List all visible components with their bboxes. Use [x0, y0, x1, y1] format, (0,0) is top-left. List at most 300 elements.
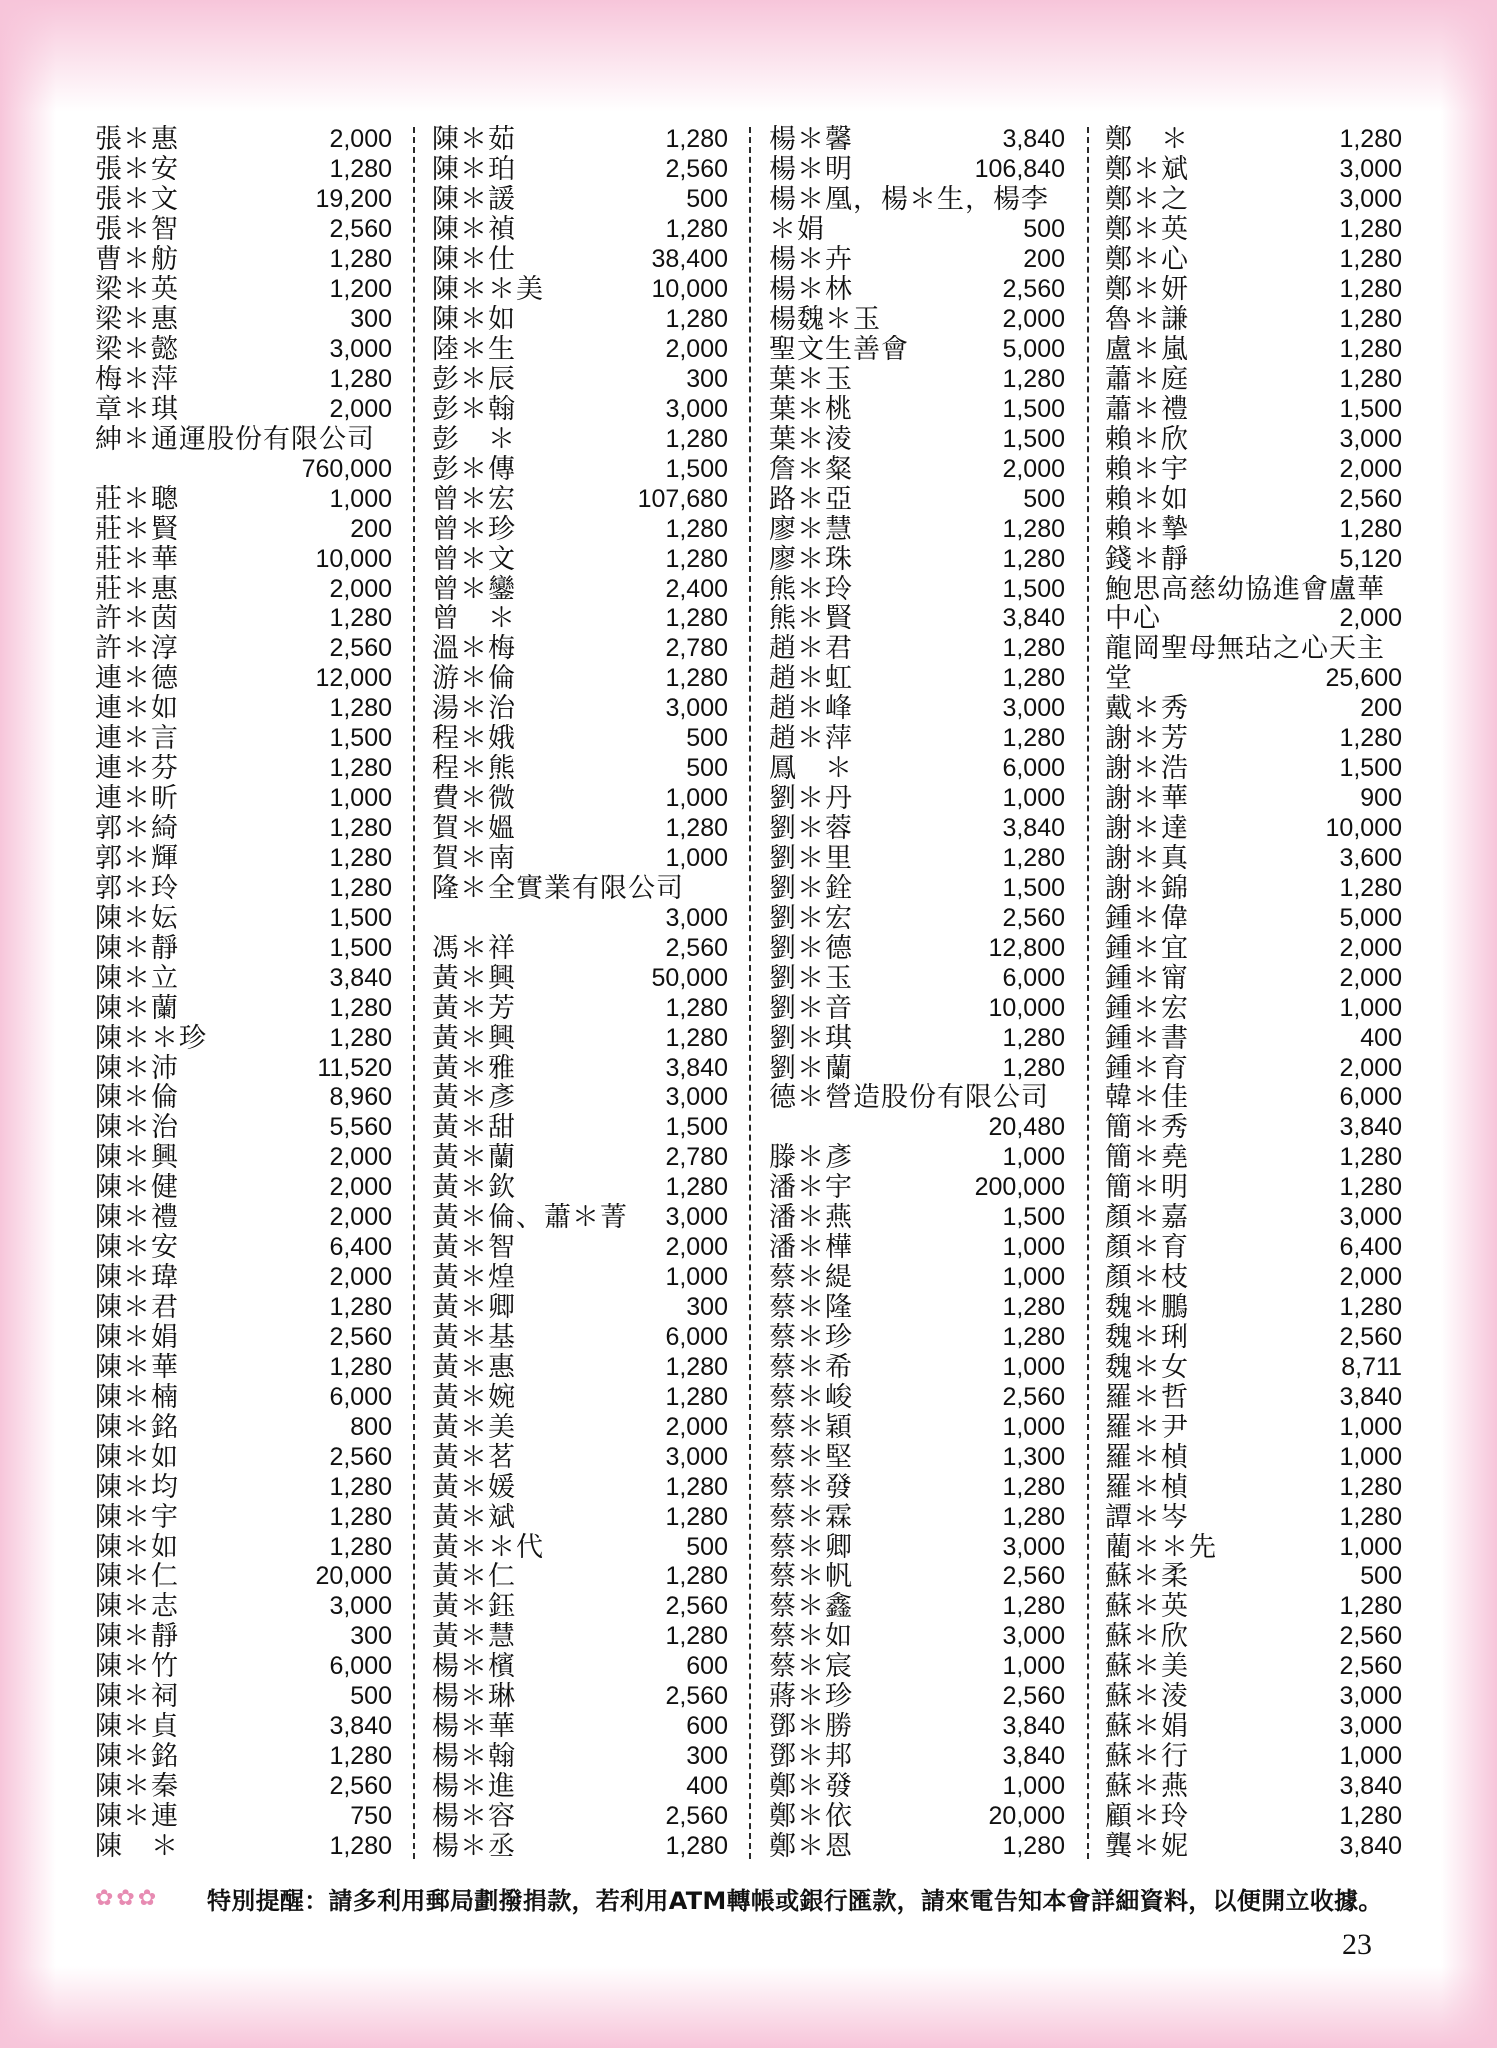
donor-amount: 500 [686, 754, 728, 783]
donor-row [769, 993, 1065, 1023]
donor-name: 蘇＊美 [1105, 1651, 1189, 1682]
donor-name: 廖＊珠 [769, 544, 853, 575]
donor-row [769, 424, 1065, 454]
donor-row [432, 873, 728, 903]
donor-row [95, 873, 392, 903]
donor-name: 鮑思高慈幼協進會盧華 [1105, 574, 1385, 604]
donor-name: 謝＊錦 [1105, 873, 1189, 904]
donor-name: 蘇＊淩 [1105, 1681, 1189, 1712]
donor-name: 陳＊祠 [95, 1681, 179, 1712]
donor-name: 黃＊基 [432, 1322, 516, 1353]
donor-amount: 300 [686, 364, 728, 393]
donor-row [1105, 1083, 1402, 1113]
donor-amount: 2,560 [665, 155, 728, 184]
donor-name: 黃＊茗 [432, 1442, 516, 1473]
donor-row [769, 574, 1065, 604]
donor-amount: 1,280 [665, 814, 728, 843]
donor-amount: 2,400 [665, 574, 728, 603]
donor-amount: 1,000 [1339, 1412, 1402, 1441]
donor-amount: 1,500 [1002, 394, 1065, 423]
donor-amount: 1,500 [1002, 873, 1065, 902]
donor-row [95, 993, 392, 1023]
donor-row [1105, 484, 1402, 514]
donor-row [769, 1143, 1065, 1173]
donor-row [1105, 1323, 1402, 1353]
donor-name: 陳＊竹 [95, 1651, 179, 1682]
donor-row [1105, 305, 1402, 335]
donor-row [95, 933, 392, 963]
donor-row [1105, 275, 1402, 305]
donor-amount: 3,000 [1339, 185, 1402, 214]
donor-amount: 1,280 [665, 215, 728, 244]
donor-amount: 5,000 [1339, 903, 1402, 932]
donor-row [432, 245, 728, 275]
donor-row [95, 754, 392, 784]
donor-row [1105, 1652, 1402, 1682]
donor-row [432, 574, 728, 604]
donor-name: 陳＊倫 [95, 1083, 179, 1113]
donor-name: 陳＊＊美 [432, 274, 544, 305]
donor-name: 連＊言 [95, 723, 179, 754]
donor-amount: 1,280 [1002, 544, 1065, 573]
donor-name: 楊魏＊玉 [769, 304, 881, 335]
donor-amount: 1,280 [665, 1352, 728, 1381]
donor-amount: 300 [350, 1622, 392, 1651]
column-divider [749, 127, 751, 1859]
donor-amount: 2,000 [1002, 305, 1065, 334]
donor-name: 賴＊摯 [1105, 514, 1189, 545]
donor-amount: 500 [1023, 215, 1065, 244]
donor-name: 郭＊綺 [95, 813, 179, 844]
donor-row [95, 1113, 392, 1143]
donor-name: 顏＊枝 [1105, 1262, 1189, 1293]
donor-amount: 1,280 [1339, 1293, 1402, 1322]
donor-row [432, 454, 728, 484]
donor-amount: 1,280 [665, 544, 728, 573]
donor-row [769, 1442, 1065, 1472]
donor-name: 蔡＊珍 [769, 1322, 853, 1353]
donor-name: 陳＊娟 [95, 1322, 179, 1353]
donor-row [1105, 574, 1402, 604]
donor-row [1105, 1682, 1402, 1712]
donor-row [1105, 1772, 1402, 1802]
donor-name: 陳 ＊ [95, 1831, 179, 1862]
donor-amount: 1,280 [1339, 1801, 1402, 1830]
donor-name: 趙＊峰 [769, 693, 853, 724]
donor-name: 湯＊治 [432, 693, 516, 724]
donor-amount: 1,280 [329, 843, 392, 872]
donor-amount: 2,560 [1002, 275, 1065, 304]
donor-row [432, 1233, 728, 1263]
donor-name: 蔡＊霖 [769, 1502, 853, 1533]
donor-name: 楊＊翰 [432, 1741, 516, 1772]
donor-amount: 200 [1360, 694, 1402, 723]
donor-row [95, 454, 392, 484]
donor-row [769, 1113, 1065, 1143]
donor-name: 劉＊丹 [769, 783, 853, 814]
donor-amount: 1,000 [1002, 1233, 1065, 1262]
donor-name: 陳＊立 [95, 963, 179, 994]
donor-row [1105, 844, 1402, 874]
donor-row [1105, 1831, 1402, 1861]
donor-row [769, 844, 1065, 874]
donor-row [432, 1173, 728, 1203]
donor-name: 陳＊志 [95, 1591, 179, 1622]
donor-amount: 1,280 [1339, 305, 1402, 334]
donor-row [95, 484, 392, 514]
donor-row [95, 963, 392, 993]
donor-amount: 1,280 [329, 993, 392, 1022]
donor-name: 鍾＊書 [1105, 1023, 1189, 1054]
donor-row [432, 1502, 728, 1532]
donor-name: 魏＊琍 [1105, 1322, 1189, 1353]
donor-name: 莊＊聰 [95, 484, 179, 515]
donor-amount: 1,280 [1002, 1322, 1065, 1351]
donor-name: 謝＊芳 [1105, 723, 1189, 754]
donor-name: 龔＊妮 [1105, 1831, 1189, 1862]
donor-amount: 3,000 [1339, 155, 1402, 184]
donor-amount: 12,800 [988, 933, 1065, 962]
donor-name: 黃＊甜 [432, 1112, 516, 1143]
donor-row [1105, 1382, 1402, 1412]
donor-name: 黃＊慧 [432, 1621, 516, 1652]
donor-name: 鳳 ＊ [769, 753, 853, 784]
donor-amount: 3,840 [665, 1053, 728, 1082]
donor-name: 章＊琪 [95, 394, 179, 425]
donor-row [1105, 784, 1402, 814]
donor-name: 鄭＊心 [1105, 244, 1189, 275]
donor-row [432, 394, 728, 424]
donor-amount: 1,280 [329, 694, 392, 723]
donor-row [1105, 1592, 1402, 1622]
donor-amount: 2,000 [1339, 963, 1402, 992]
donor-row [1105, 903, 1402, 933]
donor-amount: 107,680 [637, 484, 728, 513]
donor-amount: 2,560 [1002, 1682, 1065, 1711]
donor-amount: 5,560 [329, 1113, 392, 1142]
donor-name: 鄭＊之 [1105, 184, 1189, 215]
donor-amount: 1,280 [1002, 514, 1065, 543]
donor-amount: 2,000 [1339, 604, 1402, 633]
donor-row [1105, 1113, 1402, 1143]
donor-name: 陳＊秦 [95, 1771, 179, 1802]
donor-amount: 2,560 [329, 1322, 392, 1351]
donor-row [769, 1023, 1065, 1053]
donor-amount: 1,280 [665, 1023, 728, 1052]
donor-name: 謝＊真 [1105, 843, 1189, 874]
donor-amount: 10,000 [651, 275, 728, 304]
donor-row [432, 1323, 728, 1353]
donor-row [95, 424, 392, 454]
donor-amount: 1,280 [1002, 664, 1065, 693]
donor-amount: 1,280 [1002, 1831, 1065, 1860]
donor-row [432, 1802, 728, 1832]
donor-row [769, 1502, 1065, 1532]
donor-amount: 25,600 [1325, 664, 1402, 693]
donor-name: 鍾＊宏 [1105, 993, 1189, 1024]
donor-name: 蔡＊緹 [769, 1262, 853, 1293]
donor-amount: 2,000 [329, 394, 392, 423]
donor-row [1105, 604, 1402, 634]
donor-column-4 [1105, 125, 1402, 1861]
donor-name: 陳＊均 [95, 1472, 179, 1503]
donor-name: 蔡＊鑫 [769, 1591, 853, 1622]
donor-amount: 1,280 [329, 1352, 392, 1381]
donor-row [432, 305, 728, 335]
donor-row [432, 1712, 728, 1742]
donor-name: 陳＊禮 [95, 1202, 179, 1233]
donor-row [1105, 215, 1402, 245]
donor-row [95, 1652, 392, 1682]
donor-amount: 1,280 [1002, 843, 1065, 872]
donor-name: 黃＊仁 [432, 1562, 516, 1592]
donor-amount: 1,280 [665, 305, 728, 334]
donor-name: 鄭＊恩 [769, 1831, 853, 1862]
donor-name: 楊＊檳 [432, 1651, 516, 1682]
donor-row [432, 1352, 728, 1382]
donor-name: 簡＊秀 [1105, 1112, 1189, 1143]
donor-row [95, 903, 392, 933]
donor-amount: 11,520 [317, 1053, 392, 1082]
donor-name: 蔡＊如 [769, 1621, 853, 1652]
donor-row [95, 1831, 392, 1861]
donor-amount: 6,000 [1002, 754, 1065, 783]
donor-amount: 2,560 [1002, 1562, 1065, 1591]
donor-name: 連＊芬 [95, 753, 179, 784]
donor-amount: 2,560 [665, 1801, 728, 1830]
donor-amount: 3,840 [329, 1712, 392, 1741]
donor-amount: 2,560 [329, 634, 392, 663]
donor-name: 蘇＊英 [1105, 1591, 1189, 1622]
donor-row [432, 1143, 728, 1173]
donor-amount: 1,000 [1002, 1263, 1065, 1292]
donor-name: 鄧＊勝 [769, 1711, 853, 1742]
donor-row [95, 1682, 392, 1712]
donor-name: 溫＊梅 [432, 633, 516, 664]
donor-amount: 1,280 [329, 754, 392, 783]
donor-row [769, 1293, 1065, 1323]
donor-amount: 1,300 [1002, 1442, 1065, 1471]
donor-name: 鄭＊依 [769, 1801, 853, 1832]
donor-name: 游＊倫 [432, 663, 516, 694]
donor-name: 謝＊達 [1105, 813, 1189, 844]
donor-row [432, 215, 728, 245]
donor-amount: 1,280 [665, 1173, 728, 1202]
donor-row [432, 1831, 728, 1861]
donor-row [432, 335, 728, 365]
donor-amount: 3,000 [665, 694, 728, 723]
donor-column-1 [95, 125, 392, 1861]
donor-name: 黃＊＊代 [432, 1532, 544, 1562]
donor-row [1105, 1053, 1402, 1083]
donor-name: 謝＊浩 [1105, 753, 1189, 784]
donor-name: 陳＊禎 [432, 214, 516, 245]
donor-amount: 1,280 [1339, 335, 1402, 364]
donor-amount: 1,000 [329, 484, 392, 513]
donor-name: 陳＊貞 [95, 1711, 179, 1742]
donor-amount: 1,280 [665, 1472, 728, 1501]
donor-row [1105, 335, 1402, 365]
donor-row [769, 784, 1065, 814]
donor-amount: 3,000 [1339, 1682, 1402, 1711]
donor-amount: 2,560 [1002, 903, 1065, 932]
donor-name: 蔡＊峻 [769, 1382, 853, 1413]
donor-name: 羅＊楨 [1105, 1472, 1189, 1503]
donor-name: 羅＊楨 [1105, 1442, 1189, 1473]
donor-amount: 2,000 [1339, 1263, 1402, 1292]
donor-amount: 1,280 [1002, 1293, 1065, 1322]
donor-amount: 3,600 [1339, 843, 1402, 872]
donor-amount: 2,000 [665, 335, 728, 364]
donor-name: 程＊熊 [432, 753, 516, 784]
donor-name: 魯＊謙 [1105, 304, 1189, 335]
donor-name: 潘＊燕 [769, 1202, 853, 1233]
donor-name: 廖＊慧 [769, 514, 853, 545]
donor-name: 蔡＊帆 [769, 1562, 853, 1592]
donor-name: 魏＊女 [1105, 1352, 1189, 1383]
donor-row [95, 1562, 392, 1592]
donor-amount: 1,500 [1002, 574, 1065, 603]
donor-name: 顏＊嘉 [1105, 1202, 1189, 1233]
donor-amount: 6,400 [329, 1233, 392, 1262]
donor-amount: 1,280 [1339, 245, 1402, 274]
donor-name: 彭＊翰 [432, 394, 516, 425]
donor-name: 郭＊玲 [95, 873, 179, 904]
donor-amount: 6,000 [329, 1382, 392, 1411]
donor-row [432, 814, 728, 844]
donor-name: ＊娟 [769, 214, 825, 245]
donor-row [95, 634, 392, 664]
donor-row [95, 814, 392, 844]
donor-name: 楊＊明 [769, 154, 853, 185]
donor-row [432, 1442, 728, 1472]
donor-row [1105, 963, 1402, 993]
donor-name: 蔡＊宸 [769, 1651, 853, 1682]
donor-row [95, 245, 392, 275]
donor-row [769, 1652, 1065, 1682]
donor-name: 黃＊興 [432, 1023, 516, 1054]
donor-name: 隆＊全實業有限公司 [432, 873, 684, 904]
donor-amount: 200 [350, 514, 392, 543]
donor-row [432, 724, 728, 754]
donor-name: 陳＊銘 [95, 1741, 179, 1772]
donor-row [1105, 1802, 1402, 1832]
donor-amount: 1,280 [329, 364, 392, 393]
donor-amount: 1,000 [1002, 784, 1065, 813]
donor-name: 連＊德 [95, 663, 179, 694]
donor-row [432, 484, 728, 514]
column-divider [1087, 127, 1089, 1859]
donor-amount: 200,000 [974, 1173, 1065, 1202]
donor-amount: 1,000 [1339, 993, 1402, 1022]
donor-amount: 2,000 [1339, 1053, 1402, 1082]
donor-amount: 3,000 [1002, 1532, 1065, 1561]
donor-row [95, 1772, 392, 1802]
donor-amount: 2,000 [1002, 454, 1065, 483]
donor-name: 陳＊諼 [432, 184, 516, 215]
donor-row [432, 1113, 728, 1143]
donor-name: 熊＊玲 [769, 574, 853, 604]
donor-name: 楊＊琳 [432, 1681, 516, 1712]
donor-name: 紳＊通運股份有限公司 [95, 424, 375, 455]
donor-amount: 1,280 [329, 1831, 392, 1860]
donor-row [95, 1263, 392, 1293]
donor-row [1105, 1023, 1402, 1053]
donor-name: 曹＊舫 [95, 244, 179, 275]
donor-name: 黃＊鈺 [432, 1591, 516, 1622]
donor-amount: 3,840 [1002, 1742, 1065, 1771]
donor-row [95, 664, 392, 694]
donor-amount: 1,000 [329, 784, 392, 813]
donor-row [95, 844, 392, 874]
donor-column-3 [769, 125, 1065, 1861]
donor-amount: 600 [686, 1652, 728, 1681]
donor-name: 梅＊萍 [95, 364, 179, 395]
donor-row [432, 1742, 728, 1772]
donor-amount: 38,400 [651, 245, 728, 274]
donor-name: 鍾＊宜 [1105, 933, 1189, 964]
donor-amount: 3,000 [1339, 1203, 1402, 1232]
donor-amount: 3,840 [329, 963, 392, 992]
donor-row [1105, 1143, 1402, 1173]
donor-name: 陳＊興 [95, 1142, 179, 1173]
donor-row [95, 1622, 392, 1652]
donor-amount: 3,000 [665, 394, 728, 423]
donor-row [1105, 1442, 1402, 1472]
donor-amount: 1,280 [665, 1562, 728, 1591]
donor-name: 顏＊育 [1105, 1232, 1189, 1263]
donor-row [769, 454, 1065, 484]
donor-name: 黃＊芳 [432, 993, 516, 1024]
donor-name: 郭＊輝 [95, 843, 179, 874]
donor-amount: 1,000 [1339, 1742, 1402, 1771]
donor-amount: 1,280 [1339, 275, 1402, 304]
donor-row [1105, 1203, 1402, 1233]
donor-row [432, 1203, 728, 1233]
donor-row [769, 1802, 1065, 1832]
donor-amount: 1,280 [1002, 634, 1065, 663]
donor-name: 連＊昕 [95, 783, 179, 814]
donor-row [432, 784, 728, 814]
donor-name: 蔡＊發 [769, 1472, 853, 1503]
donor-name: 許＊淳 [95, 633, 179, 664]
donor-row [432, 185, 728, 215]
donor-name: 陳＊如 [95, 1532, 179, 1562]
donor-name: 黃＊媛 [432, 1472, 516, 1503]
donor-row [432, 903, 728, 933]
donor-row [95, 215, 392, 245]
donor-name: 蕭＊庭 [1105, 364, 1189, 395]
donor-name: 鄭＊英 [1105, 214, 1189, 245]
donor-row [769, 754, 1065, 784]
donor-name: 蔡＊堅 [769, 1442, 853, 1473]
donor-name: 魏＊鵬 [1105, 1292, 1189, 1323]
donor-row [1105, 454, 1402, 484]
donor-row [95, 1502, 392, 1532]
donor-name: 羅＊尹 [1105, 1412, 1189, 1443]
donor-amount: 3,000 [665, 1203, 728, 1232]
donor-name: 韓＊佳 [1105, 1083, 1189, 1113]
donor-amount: 6,000 [329, 1652, 392, 1681]
donor-amount: 1,280 [1002, 1053, 1065, 1082]
donor-amount: 1,280 [1339, 724, 1402, 753]
donor-row [95, 1023, 392, 1053]
donor-amount: 3,840 [1002, 1712, 1065, 1741]
donor-amount: 1,280 [665, 514, 728, 543]
donor-row [1105, 1263, 1402, 1293]
donor-amount: 1,280 [665, 1382, 728, 1411]
donor-amount: 1,200 [329, 275, 392, 304]
